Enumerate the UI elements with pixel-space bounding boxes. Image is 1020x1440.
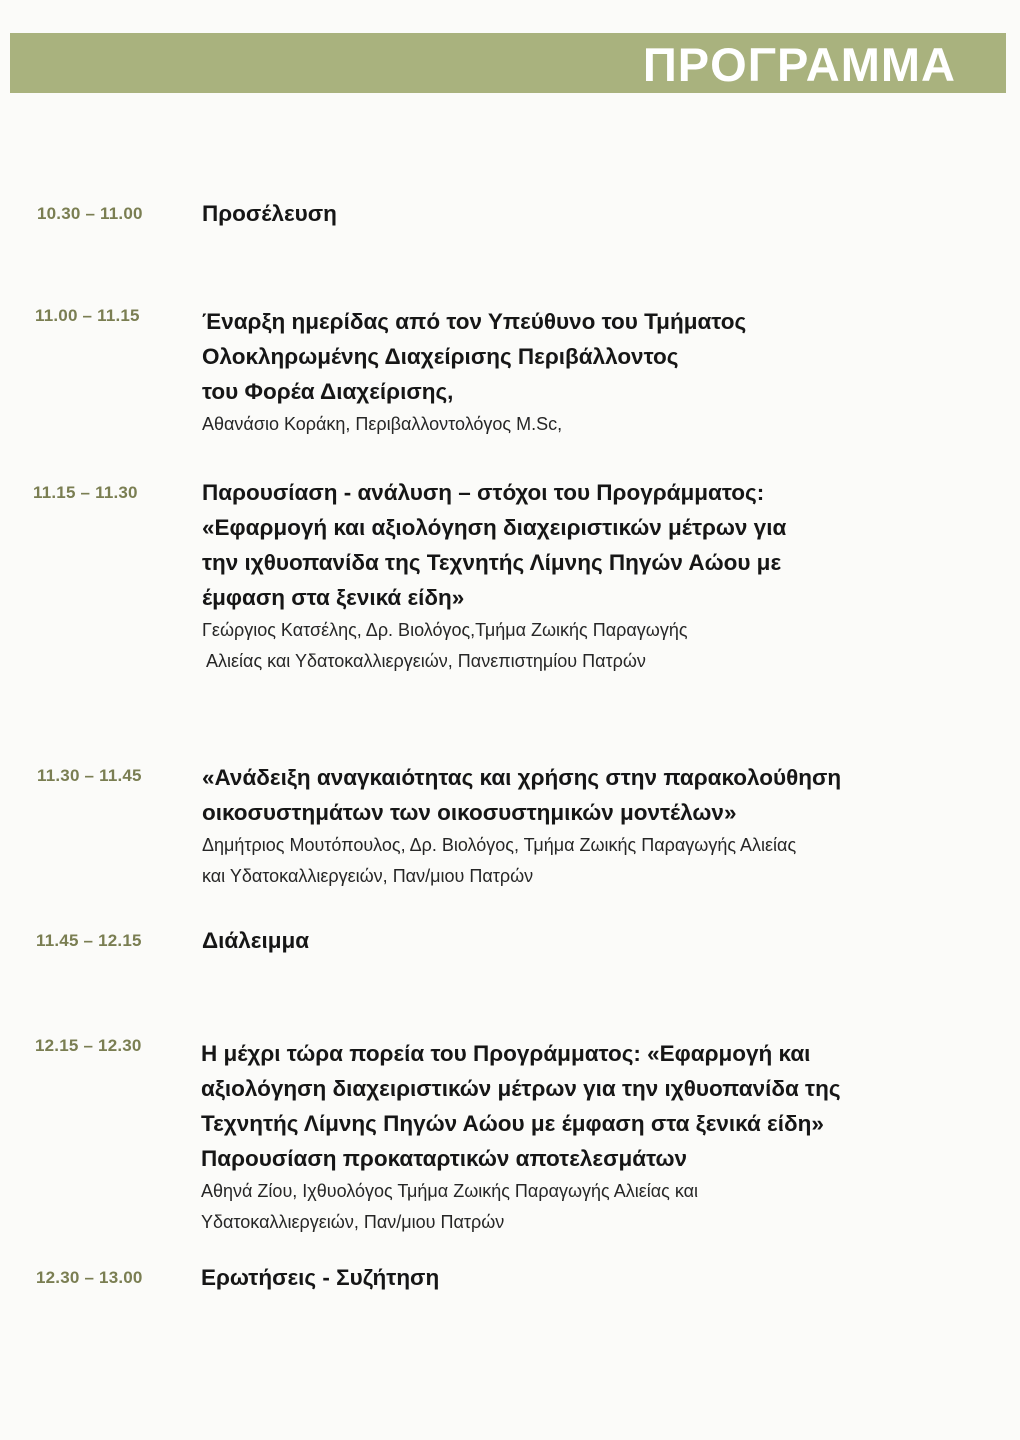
entry-title-line: του Φορέα Διαχείρισης,: [202, 379, 454, 404]
entry-time: 12.30 – 13.00: [36, 1268, 143, 1287]
entry-speaker-line: Αλιείας και Υδατοκαλλιεργειών, Πανεπιστημίου Πατρών: [202, 651, 646, 671]
entry-content: [201, 1036, 991, 1238]
entry-time: 11.15 – 11.30: [33, 483, 138, 502]
entry-content: [202, 304, 992, 440]
entry-speaker-line: Γεώργιος Κατσέλης, Δρ. Βιολόγος,Τμήμα Ζωικής Παραγωγής: [202, 620, 688, 640]
entry-content: [202, 923, 992, 958]
entry-title-line: Διάλειμμα: [202, 928, 310, 953]
entry-title-line: Ολοκληρωμένης Διαχείρισης Περιβάλλοντος: [202, 344, 679, 369]
entry-title-line: αξιολόγηση διαχειριστικών μέτρων για την ιχθυοπανίδα της: [201, 1076, 841, 1101]
entry-title-line: «Εφαρμογή και αξιολόγηση διαχειριστικών μέτρων για: [202, 515, 787, 540]
entry-speaker-line: και Υδατοκαλλιεργειών, Παν/μιου Πατρών: [202, 866, 534, 886]
entry-title-line: Προσέλευση: [202, 201, 337, 226]
entry-speaker-line: Αθανάσιο Κοράκη, Περιβαλλοντολόγος M.Sc,: [202, 414, 563, 434]
header-banner: [10, 33, 1006, 93]
entry-content: [202, 760, 992, 892]
entry-content: [201, 1260, 991, 1295]
entry-title-line: Ερωτήσεις - Συζήτηση: [201, 1265, 440, 1290]
entry-content: [202, 196, 992, 231]
entry-title-line: «Ανάδειξη αναγκαιότητας και χρήσης στην παρακολούθηση: [202, 765, 842, 790]
entry-title-line: Παρουσίαση προκαταρτικών αποτελεσμάτων: [201, 1146, 688, 1171]
entry-time: 11.45 – 12.15: [36, 931, 142, 950]
entry-title-line: έμφαση στα ξενικά είδη»: [202, 585, 465, 610]
entry-content: [202, 475, 992, 677]
page-title: ΠΡΟΓΡΑΜΜΑ: [642, 38, 956, 91]
entry-title-line: Τεχνητής Λίμνης Πηγών Αώου με έμφαση στα ξενικά είδη»: [201, 1111, 824, 1136]
entry-time: 11.00 – 11.15: [35, 306, 140, 325]
entry-time: 12.15 – 12.30: [35, 1036, 142, 1055]
entry-time: 10.30 – 11.00: [37, 204, 143, 223]
entry-speaker-line: Αθηνά Ζίου, Ιχθυολόγος Τμήμα Ζωικής Παραγωγής Αλιείας και: [201, 1181, 699, 1201]
entry-title-line: οικοσυστημάτων των οικοσυστημικών μοντέλων»: [202, 800, 737, 825]
entry-speaker-line: Υδατοκαλλιεργειών, Παν/μιου Πατρών: [201, 1212, 505, 1232]
entry-time: 11.30 – 11.45: [37, 766, 142, 785]
entry-title-line: Παρουσίαση - ανάλυση – στόχοι του Προγράμματος:: [202, 480, 765, 505]
entry-speaker-line: Δημήτριος Μουτόπουλος, Δρ. Βιολόγος, Τμήμα Ζωικής Παραγωγής Αλιείας: [202, 835, 797, 855]
entry-title-line: Έναρξη ημερίδας από τον Υπεύθυνο του Τμήματος: [202, 309, 747, 334]
entry-title-line: την ιχθυοπανίδα της Τεχνητής Λίμνης Πηγών Αώου με: [202, 550, 782, 575]
entry-title-line: Η μέχρι τώρα πορεία του Προγράμματος: «Εφαρμογή και: [201, 1041, 811, 1066]
